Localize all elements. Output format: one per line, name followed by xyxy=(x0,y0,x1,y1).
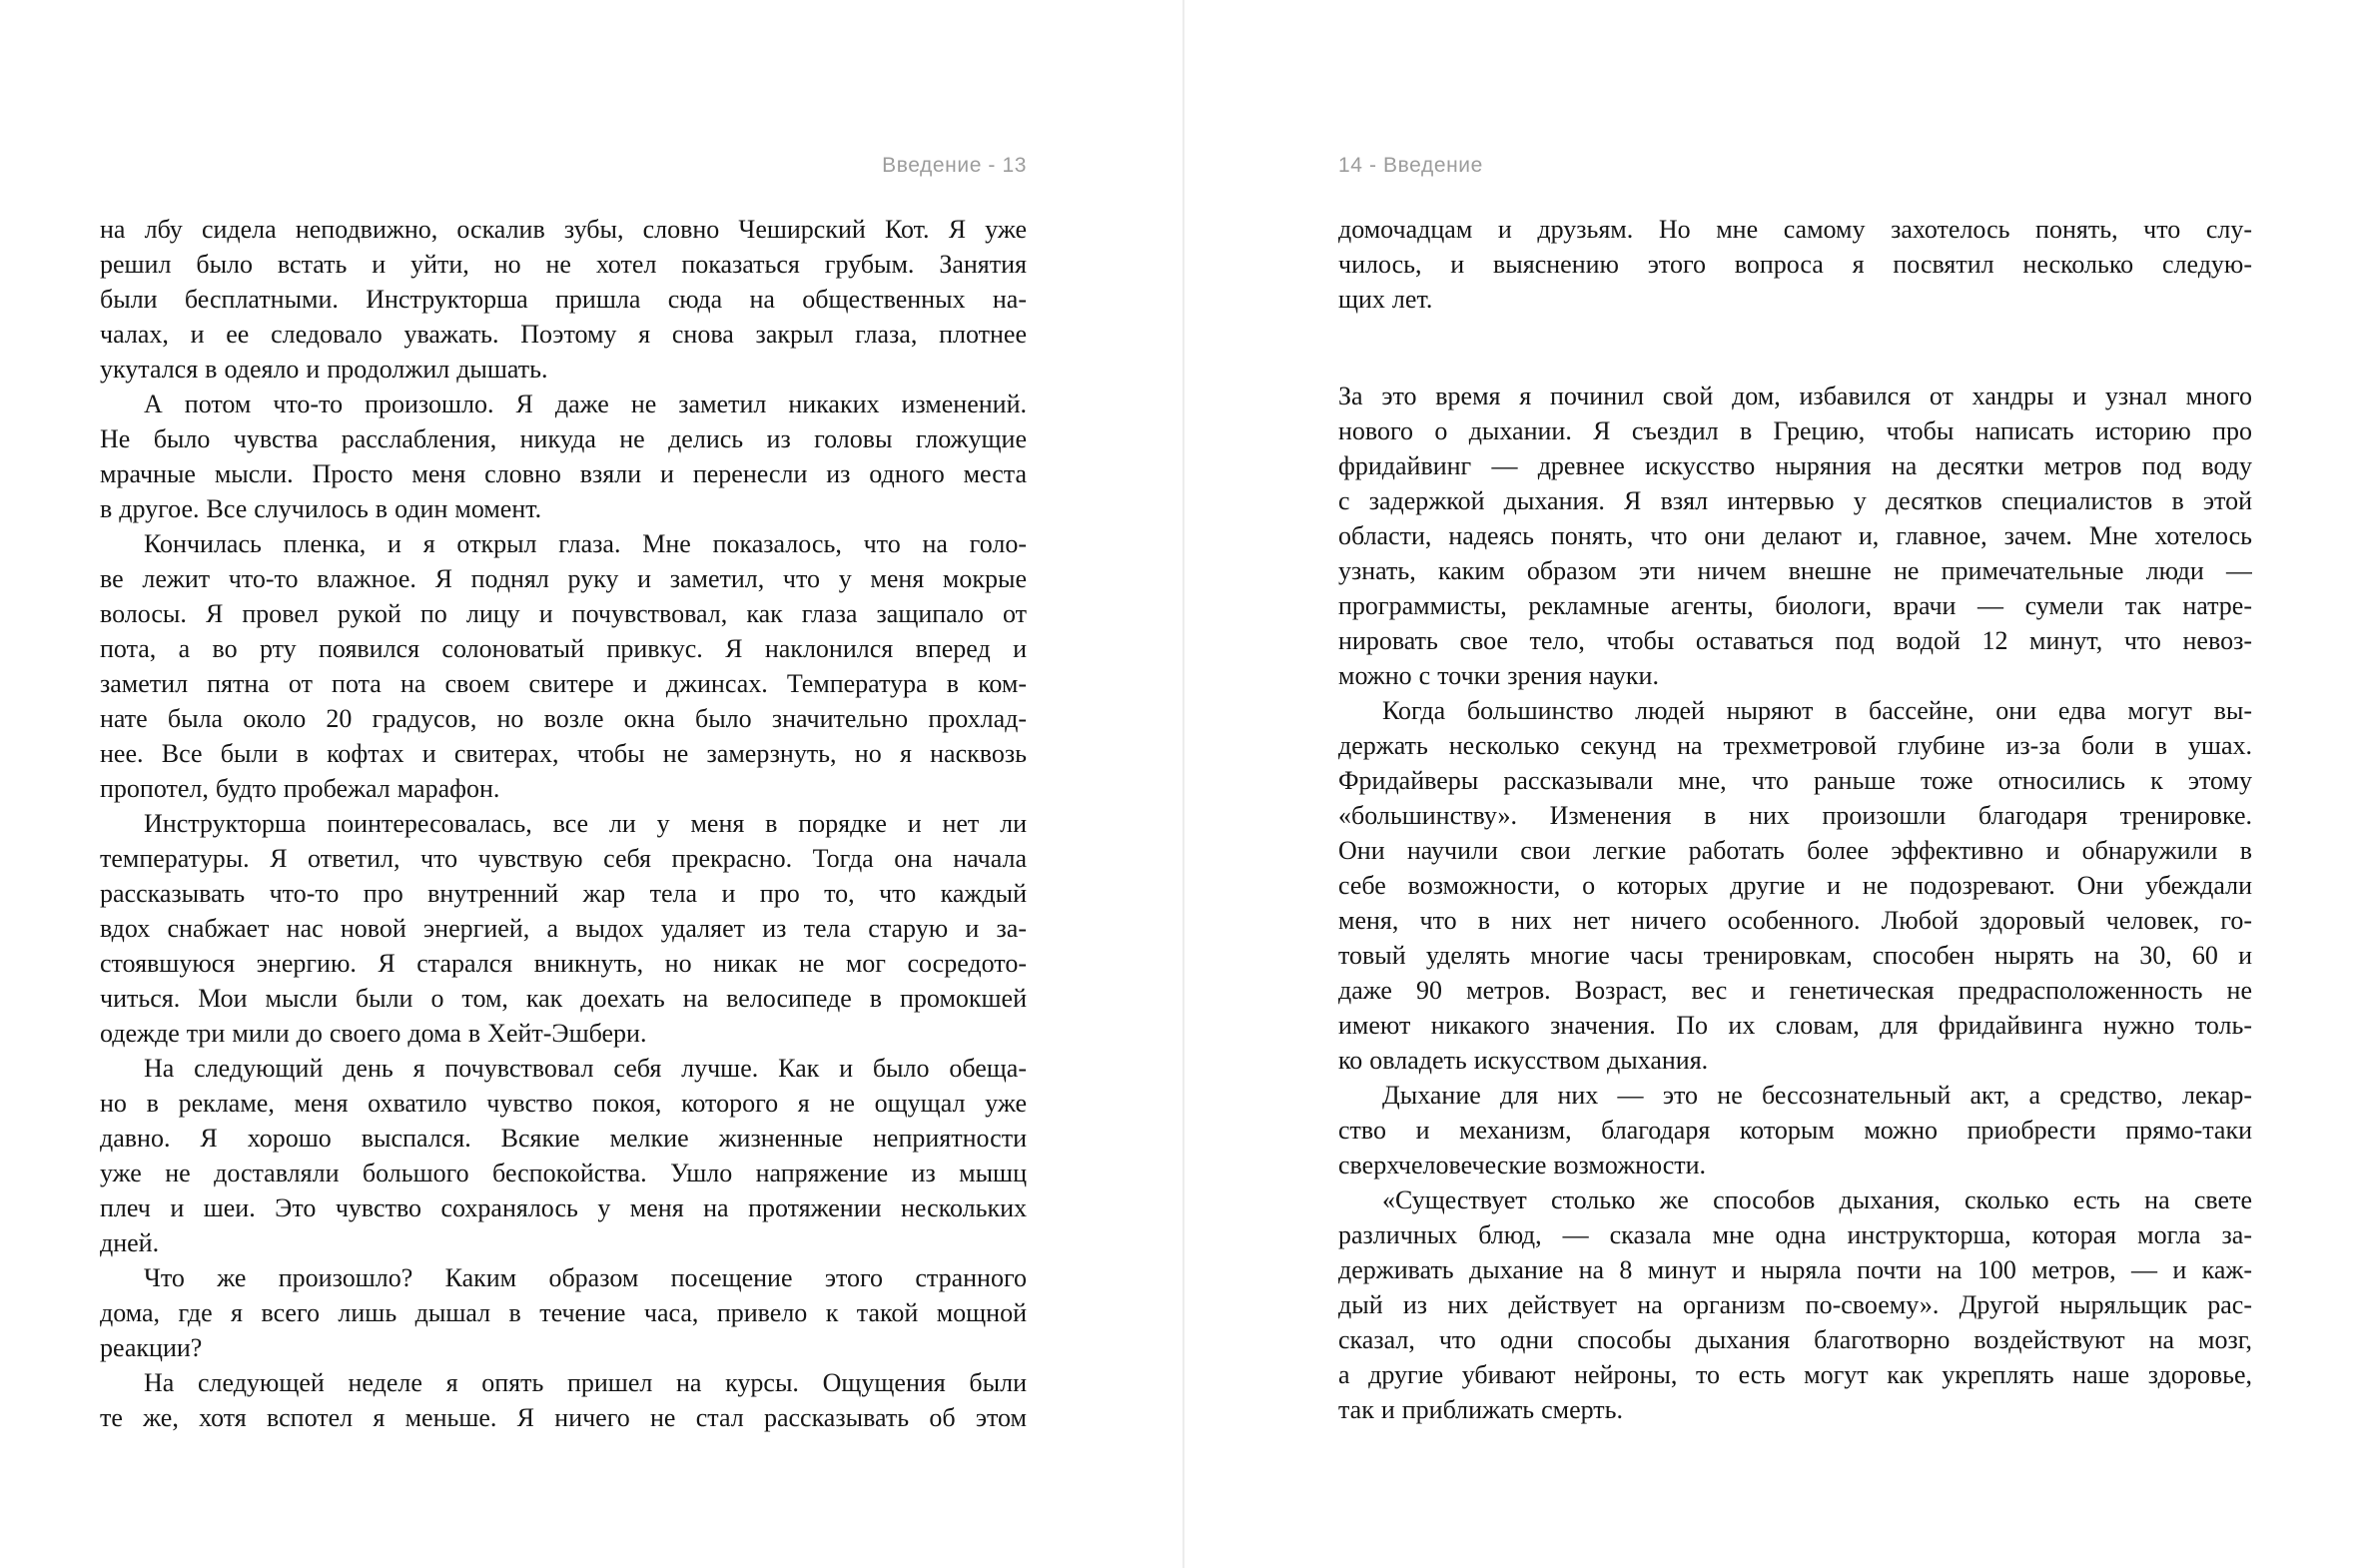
text-line: «большинству». Изменения в них произошли благодаря тренировке. xyxy=(1338,801,2252,830)
text-line: укутался в одеяло и продолжил дышать. xyxy=(100,355,548,384)
left-page-header: Введение - 13 xyxy=(882,154,1027,177)
text-line: были бесплатными. Инструкторша пришла сюда на общественных на- xyxy=(100,285,1027,314)
text-line: так и приближать смерть. xyxy=(1338,1395,1624,1424)
text-line: программисты, рекламные агенты, биологи, врачи — сумели так натре- xyxy=(1338,591,2252,620)
text-line: области, надеясь понять, что они делают и, главное, зачем. Мне хотелось xyxy=(1338,521,2252,550)
text-line: давно. Я хорошо выспался. Всякие мелкие жизненные неприятности xyxy=(100,1124,1027,1153)
text-line: но в рекламе, меня охватило чувство покоя, которого я не ощущал уже xyxy=(100,1089,1027,1118)
text-line: узнать, каким образом эти ничем внешне не примечательные люди — xyxy=(1338,556,2252,585)
text-line: Фридайверы рассказывали мне, что раньше тоже относились к этому xyxy=(1338,766,2252,795)
text-line: заметил пятна от пота на своем свитере и джинсах. Температура в ком- xyxy=(100,669,1027,698)
text-line: стоявшуюся энергию. Я старался вникнуть, но никак не мог сосредото- xyxy=(100,949,1027,978)
text-line: одежде три мили до своего дома в Хейт-Эшбери. xyxy=(100,1019,647,1048)
text-line: Инструкторша поинтересовалась, все ли у меня в порядке и нет ли xyxy=(144,809,1027,838)
text-line: На следующей неделе я опять пришел на курсы. Ощущения были xyxy=(144,1368,1027,1397)
text-line: чалах, и ее следовало уважать. Поэтому я снова закрыл глаза, плотнее xyxy=(100,320,1027,349)
text-line: те же, хотя вспотел я меньше. Я ничего не стал рассказывать об этом xyxy=(100,1403,1027,1432)
text-line: «Существует столько же способов дыхания, сколько есть на свете xyxy=(1382,1185,2252,1214)
text-line: товый уделять многие часы тренировкам, способен нырять на 30, 60 и xyxy=(1338,941,2252,970)
text-line: На следующий день я почувствовал себя лучше. Как и было обеща- xyxy=(144,1054,1027,1083)
text-line: чилось, и выяснению этого вопроса я посвятил несколько следую- xyxy=(1338,250,2252,279)
text-line: Не было чувства расслабления, никуда не делись из головы гложущие xyxy=(100,424,1027,453)
right-page-body xyxy=(1338,212,2252,1427)
text-line: плеч и шеи. Это чувство сохранялось у меня на протяжении нескольких xyxy=(100,1193,1027,1222)
text-line: Кончилась пленка, и я открыл глаза. Мне показалось, что на голо- xyxy=(144,529,1027,558)
text-line: температуры. Я ответил, что чувствую себя прекрасно. Тогда она начала xyxy=(100,844,1027,873)
text-line: А потом что-то произошло. Я даже не заметил никаких изменений. xyxy=(144,390,1027,418)
text-line: даже 90 метров. Возраст, вес и генетическая предрасположенность не xyxy=(1338,976,2252,1005)
right-page-header: 14 - Введение xyxy=(1338,154,1483,177)
text-line: дома, где я всего лишь дышал в течение часа, привело к такой мощной xyxy=(100,1298,1027,1327)
text-line: волосы. Я провел рукой по лицу и почувствовал, как глаза защипало от xyxy=(100,599,1027,628)
text-line: пропотел, будто пробежал марафон. xyxy=(100,774,500,803)
right-page xyxy=(1338,0,2252,1568)
text-line: домочадцам и друзьям. Но мне самому захотелось понять, что слу- xyxy=(1338,215,2252,244)
text-line: Когда большинство людей ныряют в бассейне, они едва могут вы- xyxy=(1382,696,2252,725)
text-line: меня, что в них нет ничего особенного. Любой здоровый человек, го- xyxy=(1338,906,2252,935)
text-line: читься. Мои мысли были о том, как доехать на велосипеде в промокшей xyxy=(100,984,1027,1013)
text-line: сказал, что одни способы дыхания благотворно воздействуют на мозг, xyxy=(1338,1325,2252,1354)
text-line: различных блюд, — сказала мне одна инструкторша, которая могла за- xyxy=(1338,1220,2252,1249)
text-line: в другое. Все случилось в один момент. xyxy=(100,494,542,523)
text-line: Дыхание для них — это не бессознательный акт, а средство, лекар- xyxy=(1382,1081,2252,1110)
text-line: дней. xyxy=(100,1228,160,1257)
text-line: дый из них действует на организм по-своему». Другой ныряльщик рас- xyxy=(1338,1290,2252,1319)
text-line: держивать дыхание на 8 минут и ныряла почти на 100 метров, — и каж- xyxy=(1338,1255,2252,1284)
text-line: За это время я починил свой дом, избавился от хандры и узнал много xyxy=(1338,382,2252,410)
text-line: фридайвинг — древнее искусство ныряния на десятки метров под воду xyxy=(1338,451,2252,480)
text-line: на лбу сидела неподвижно, оскалив зубы, словно Чеширский Кот. Я уже xyxy=(100,215,1027,244)
text-line: реакции? xyxy=(100,1333,203,1362)
text-line: щих лет. xyxy=(1338,285,1433,314)
text-line: уже не доставляли большого беспокойства. Ушло напряжение из мышц xyxy=(100,1159,1027,1187)
left-page xyxy=(100,0,1027,1568)
text-line: ство и механизм, благодаря которым можно приобрести прямо-таки xyxy=(1338,1116,2252,1145)
text-line: ве лежит что-то влажное. Я поднял руку и заметил, что у меня мокрые xyxy=(100,564,1027,593)
text-line: себе возможности, о которых другие и не подозревают. Они убеждали xyxy=(1338,871,2252,900)
text-line: Что же произошло? Каким образом посещение этого странного xyxy=(144,1263,1027,1292)
text-line: рассказывать что-то про внутренний жар тела и про то, что каждый xyxy=(100,879,1027,908)
text-line: пота, а во рту появился солоноватый привкус. Я наклонился вперед и xyxy=(100,634,1027,663)
text-line: нового о дыхании. Я съездил в Грецию, чтобы написать историю про xyxy=(1338,416,2252,445)
text-line: а другие убивают нейроны, то есть могут как укреплять наше здоровье, xyxy=(1338,1360,2252,1389)
page-gutter-divider xyxy=(1182,0,1184,1568)
left-page-body xyxy=(100,212,1027,1435)
text-line: вдох снабжает нас новой энергией, а выдох удаляет из тела старую и за- xyxy=(100,914,1027,943)
text-line: держать несколько секунд на трехметровой глубине из-за боли в ушах. xyxy=(1338,731,2252,760)
text-line: нее. Все были в кофтах и свитерах, чтобы не замерзнуть, но я насквозь xyxy=(100,739,1027,768)
text-line: имеют никакого значения. По их словам, для фридайвинга нужно толь- xyxy=(1338,1011,2252,1040)
text-line: нате была около 20 градусов, но возле окна было значительно прохлад- xyxy=(100,704,1027,733)
text-line: сверхчеловеческие возможности. xyxy=(1338,1151,1707,1179)
text-line: нировать свое тело, чтобы оставаться под водой 12 минут, что невоз- xyxy=(1338,626,2252,655)
text-line: можно с точки зрения науки. xyxy=(1338,661,1659,690)
text-line: с задержкой дыхания. Я взял интервью у десятков специалистов в этой xyxy=(1338,486,2252,515)
text-line: решил было встать и уйти, но не хотел показаться грубым. Занятия xyxy=(100,250,1027,279)
text-line: мрачные мысли. Просто меня словно взяли и перенесли из одного места xyxy=(100,459,1027,488)
text-line: Они научили свои легкие работать более эффективно и обнаружили в xyxy=(1338,836,2252,865)
text-line: ко овладеть искусством дыхания. xyxy=(1338,1046,1709,1075)
